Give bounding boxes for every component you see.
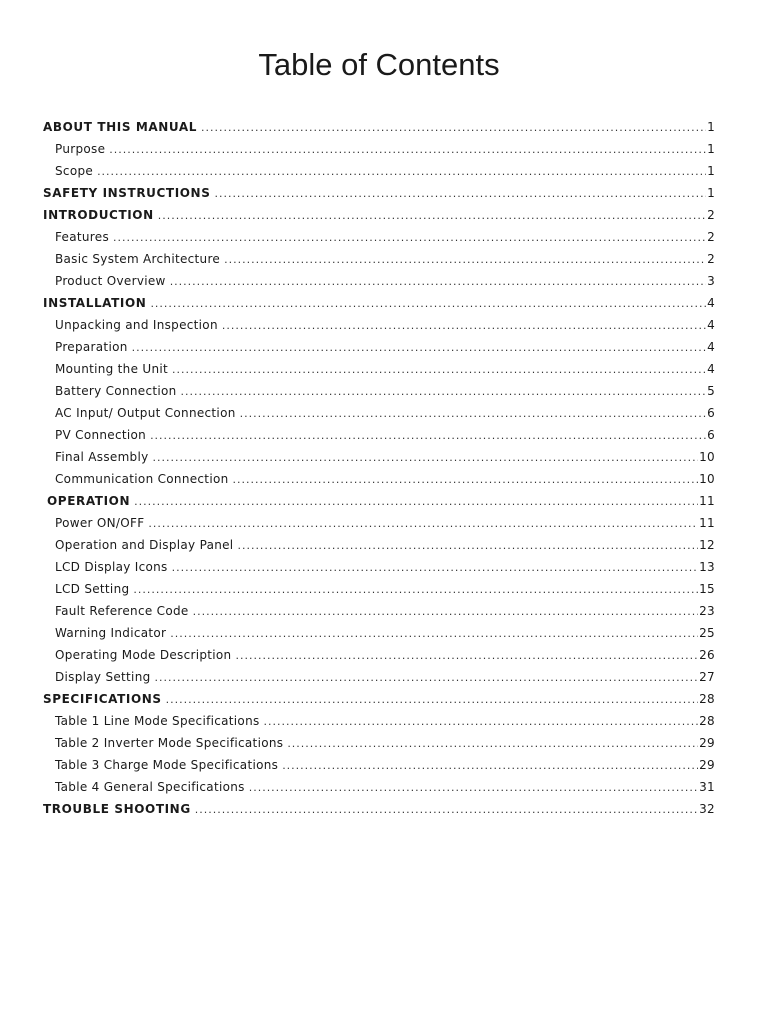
toc-subsection-entry[interactable] bbox=[43, 314, 715, 336]
dot-leader bbox=[113, 227, 706, 249]
toc-subsection-entry[interactable] bbox=[43, 754, 715, 776]
dot-leader bbox=[148, 513, 698, 535]
toc-subsection-entry[interactable] bbox=[43, 468, 715, 490]
toc-page-number: 15 bbox=[699, 582, 715, 596]
toc-entry-label: Communication Connection bbox=[55, 472, 229, 486]
dot-leader bbox=[233, 469, 699, 491]
toc-subsection-entry[interactable] bbox=[43, 622, 715, 644]
toc-entry-label: Warning Indicator bbox=[55, 626, 167, 640]
dot-leader bbox=[214, 183, 706, 205]
toc-page-number: 28 bbox=[699, 692, 715, 706]
dot-leader bbox=[153, 447, 699, 469]
toc-page-number: 1 bbox=[707, 120, 715, 134]
toc-page-number: 11 bbox=[699, 494, 715, 508]
toc-page-number: 27 bbox=[699, 670, 715, 684]
toc-page-number: 31 bbox=[699, 780, 715, 794]
dot-leader bbox=[150, 425, 706, 447]
dot-leader bbox=[166, 689, 698, 711]
page-title: Table of Contents bbox=[258, 47, 500, 82]
toc-page-number: 1 bbox=[707, 186, 715, 200]
dot-leader bbox=[109, 139, 706, 161]
dot-leader bbox=[170, 623, 698, 645]
toc-page-number: 12 bbox=[699, 538, 715, 552]
dot-leader bbox=[132, 337, 706, 359]
toc-page-number: 10 bbox=[699, 472, 715, 486]
dot-leader bbox=[170, 271, 706, 293]
toc-subsection-entry[interactable] bbox=[43, 226, 715, 248]
toc-page-number: 2 bbox=[707, 252, 715, 266]
toc-page-number: 11 bbox=[699, 516, 715, 530]
toc-page-number: 4 bbox=[707, 296, 715, 310]
dot-leader bbox=[287, 733, 698, 755]
toc-page-number: 1 bbox=[707, 142, 715, 156]
toc-page-number: 4 bbox=[707, 362, 715, 376]
dot-leader bbox=[201, 117, 706, 139]
toc-subsection-entry[interactable] bbox=[43, 446, 715, 468]
toc-page-number: 3 bbox=[707, 274, 715, 288]
dot-leader bbox=[237, 535, 698, 557]
dot-leader bbox=[224, 249, 706, 271]
toc-subsection-entry[interactable] bbox=[43, 424, 715, 446]
toc-entry-label: Operating Mode Description bbox=[55, 648, 232, 662]
toc-section-entry[interactable] bbox=[43, 204, 715, 226]
toc-subsection-entry[interactable] bbox=[43, 776, 715, 798]
toc-page-number: 6 bbox=[707, 428, 715, 442]
dot-leader bbox=[97, 161, 706, 183]
toc-subsection-entry[interactable] bbox=[43, 534, 715, 556]
toc-section-entry[interactable] bbox=[43, 798, 715, 820]
toc-subsection-entry[interactable] bbox=[43, 358, 715, 380]
toc-entry-label: Purpose bbox=[55, 142, 106, 156]
toc-subsection-entry[interactable] bbox=[43, 512, 715, 534]
toc-subsection-entry[interactable] bbox=[43, 600, 715, 622]
toc-page-number: 4 bbox=[707, 318, 715, 332]
dot-leader bbox=[155, 667, 699, 689]
dot-leader bbox=[172, 557, 699, 579]
toc-subsection-entry[interactable] bbox=[43, 402, 715, 424]
toc-entry-label: Unpacking and Inspection bbox=[55, 318, 218, 332]
dot-leader bbox=[181, 381, 707, 403]
dot-leader bbox=[249, 777, 698, 799]
toc-subsection-entry[interactable] bbox=[43, 138, 715, 160]
toc-subsection-entry[interactable] bbox=[43, 248, 715, 270]
toc-subsection-entry[interactable] bbox=[43, 160, 715, 182]
toc-page-number: 6 bbox=[707, 406, 715, 420]
toc-subsection-entry[interactable] bbox=[43, 666, 715, 688]
toc-entry-label: Table 4 General Specifications bbox=[55, 780, 245, 794]
toc-entry-label: Battery Connection bbox=[55, 384, 177, 398]
toc-entry-label: TROUBLE SHOOTING bbox=[43, 802, 191, 816]
dot-leader bbox=[134, 491, 698, 513]
dot-leader bbox=[235, 645, 698, 667]
toc-subsection-entry[interactable] bbox=[43, 380, 715, 402]
toc-section-entry[interactable] bbox=[43, 688, 715, 710]
toc-entry-label: INTRODUCTION bbox=[43, 208, 154, 222]
dot-leader bbox=[150, 293, 706, 315]
toc-entry-label: Mounting the Unit bbox=[55, 362, 169, 376]
toc-entry-label: INSTALLATION bbox=[43, 296, 147, 310]
toc-page-number: 2 bbox=[707, 208, 715, 222]
toc-entry-label: ABOUT THIS MANUAL bbox=[43, 120, 198, 134]
dot-leader bbox=[264, 711, 699, 733]
dot-leader bbox=[158, 205, 706, 227]
toc-entry-label: PV Connection bbox=[55, 428, 147, 442]
toc-subsection-entry[interactable] bbox=[43, 556, 715, 578]
dot-leader bbox=[193, 601, 699, 623]
toc-page-number: 26 bbox=[699, 648, 715, 662]
toc-page-number: 25 bbox=[699, 626, 715, 640]
dot-leader bbox=[240, 403, 706, 425]
toc-page-number: 32 bbox=[699, 802, 715, 816]
toc-page-number: 1 bbox=[707, 164, 715, 178]
toc-page-number: 2 bbox=[707, 230, 715, 244]
toc-section-entry[interactable] bbox=[43, 490, 715, 512]
dot-leader bbox=[282, 755, 698, 777]
toc-subsection-entry[interactable] bbox=[43, 270, 715, 292]
dot-leader bbox=[172, 359, 706, 381]
toc-page-number: 4 bbox=[707, 340, 715, 354]
toc-section-entry[interactable] bbox=[43, 292, 715, 314]
toc-entry-label: Power ON/OFF bbox=[55, 516, 145, 530]
toc-entry-label: Operation and Display Panel bbox=[55, 538, 234, 552]
toc-entry-label: AC Input/ Output Connection bbox=[55, 406, 236, 420]
toc-entry-label: Preparation bbox=[55, 340, 128, 354]
toc-subsection-entry[interactable] bbox=[43, 336, 715, 358]
toc-subsection-entry[interactable] bbox=[43, 710, 715, 732]
dot-leader bbox=[195, 799, 698, 821]
toc-page-number: 23 bbox=[699, 604, 715, 618]
toc-subsection-entry[interactable] bbox=[43, 732, 715, 754]
toc-page-number: 28 bbox=[699, 714, 715, 728]
toc-entry-label: Fault Reference Code bbox=[55, 604, 189, 618]
toc-entry-label: Final Assembly bbox=[55, 450, 149, 464]
toc-entry-label: Basic System Architecture bbox=[55, 252, 221, 266]
toc-page-number: 13 bbox=[699, 560, 715, 574]
toc-page-number: 29 bbox=[699, 758, 715, 772]
toc-entry-label: Table 2 Inverter Mode Specifications bbox=[55, 736, 284, 750]
dot-leader bbox=[133, 579, 698, 601]
toc-entry-label: SPECIFICATIONS bbox=[43, 692, 162, 706]
toc-entry-label: SAFETY INSTRUCTIONS bbox=[43, 186, 211, 200]
table-of-contents bbox=[43, 116, 715, 820]
toc-entry-label: LCD Display Icons bbox=[55, 560, 168, 574]
toc-entry-label: Table 1 Line Mode Specifications bbox=[55, 714, 260, 728]
toc-entry-label: Display Setting bbox=[55, 670, 151, 684]
toc-entry-label: OPERATION bbox=[47, 494, 131, 508]
toc-subsection-entry[interactable] bbox=[43, 644, 715, 666]
toc-subsection-entry[interactable] bbox=[43, 578, 715, 600]
toc-entry-label: LCD Setting bbox=[55, 582, 130, 596]
toc-page-number: 10 bbox=[699, 450, 715, 464]
dot-leader bbox=[222, 315, 706, 337]
toc-section-entry[interactable] bbox=[43, 116, 715, 138]
toc-entry-label: Features bbox=[55, 230, 109, 244]
toc-entry-label: Product Overview bbox=[55, 274, 166, 288]
toc-entry-label: Table 3 Charge Mode Specifications bbox=[55, 758, 279, 772]
toc-entry-label: Scope bbox=[55, 164, 94, 178]
toc-page-number: 29 bbox=[699, 736, 715, 750]
toc-page-number: 5 bbox=[707, 384, 715, 398]
toc-section-entry[interactable] bbox=[43, 182, 715, 204]
